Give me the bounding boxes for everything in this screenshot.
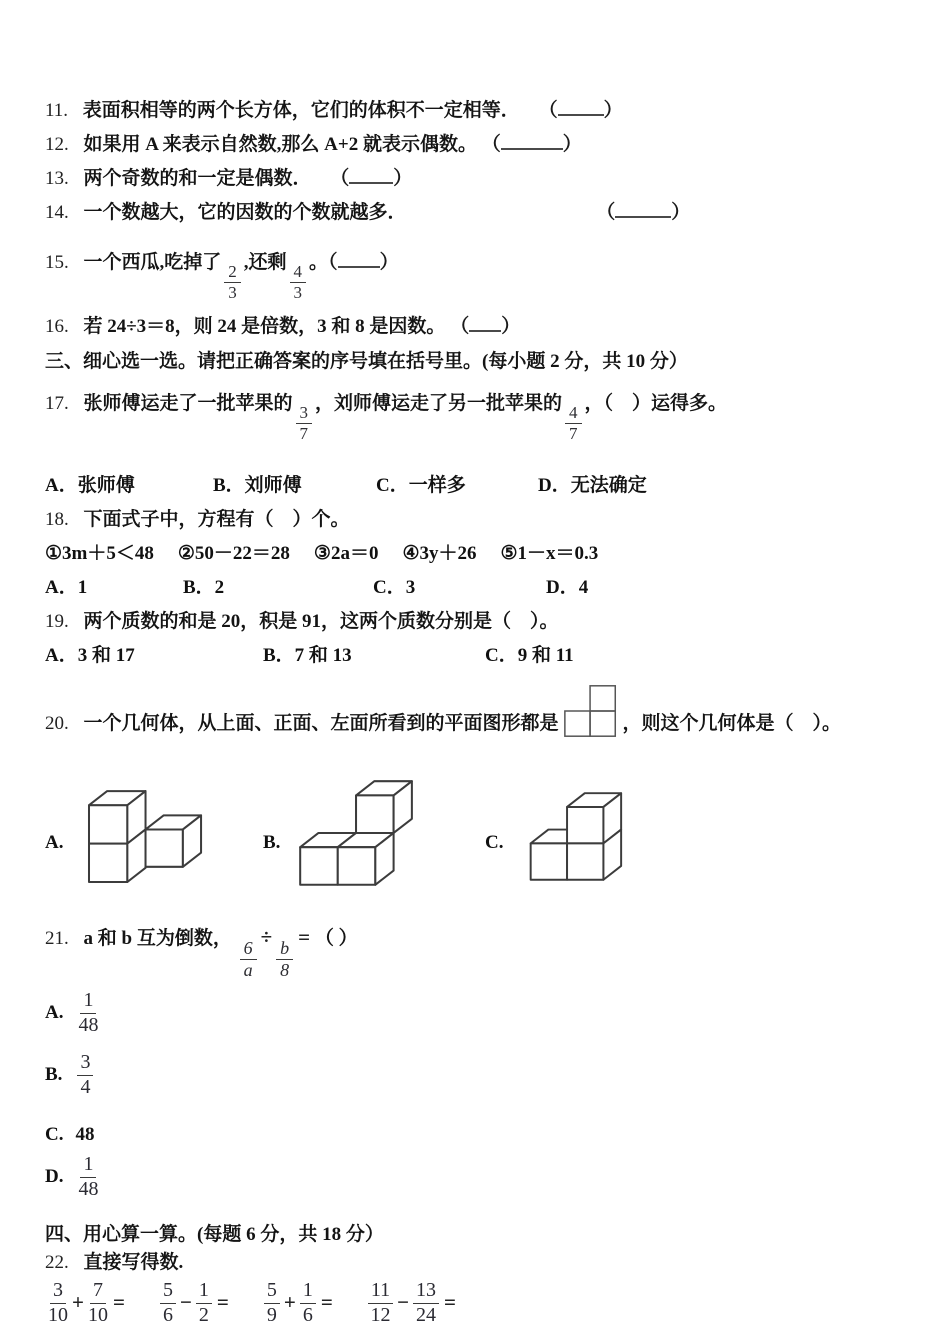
option-b: B．刘师傅: [213, 475, 302, 497]
l-shape-view-figure: [562, 683, 620, 739]
cube-option-c: [485, 782, 629, 886]
blank-close-paren: ）: [562, 134, 582, 155]
option-b-label: B.: [45, 1063, 63, 1085]
blank-open-paren: （: [330, 168, 350, 189]
question-text: 。: [309, 252, 329, 273]
fraction-three-sevenths: $\frac{3}{7}$: [296, 404, 313, 443]
cube-arrangement-b-figure: [288, 778, 420, 890]
question-22: [45, 1252, 920, 1274]
question-text: 一个数越大，它的因数的个数就越多．: [83, 202, 407, 223]
question-19-options: [45, 645, 920, 667]
blank-close-paren: ）: [393, 168, 413, 189]
fraction: $\frac{7}{10}$: [87, 1278, 108, 1326]
question-12: [45, 134, 920, 156]
cube-option-a: [45, 781, 263, 887]
option-d: D．无法确定: [538, 475, 647, 497]
expression-4: ④3y＋26: [402, 543, 477, 565]
blank-open-paren: （: [596, 202, 616, 223]
fraction-four-sevenths: $\frac{4}{7}$: [565, 404, 582, 443]
option-a: A．张师傅: [45, 475, 135, 497]
fraction: $\frac{1}{2}$: [196, 1280, 212, 1326]
blank-close-paren: ）: [671, 202, 691, 223]
question-number: 14.: [45, 202, 69, 223]
question-number: 20.: [45, 713, 69, 735]
fraction-one-over-fortyeight: $\frac{1}{48}$: [78, 1152, 99, 1200]
calc-expression-3: [261, 1280, 333, 1326]
cube-arrangement-a-figure: [71, 781, 213, 887]
minus-operator: −: [397, 1290, 410, 1315]
section-title: 四、用心算一算。(每题 6 分，共 18 分）: [45, 1223, 384, 1245]
option-b: B．7 和 13: [263, 645, 352, 667]
calc-expression-1: [45, 1280, 125, 1326]
answer-blank: [501, 136, 563, 150]
option-d: D．4: [546, 577, 589, 599]
question-18-options: [45, 577, 920, 599]
question-number: 22.: [45, 1251, 69, 1273]
question-number: 11.: [45, 100, 69, 121]
question-11: [45, 100, 920, 122]
section-4-heading: [45, 1224, 920, 1246]
expression-2: ②50－22＝28: [177, 543, 290, 565]
fraction: $\frac{11}{12}$: [368, 1280, 393, 1326]
plus-operator: +: [283, 1290, 296, 1315]
question-22-expressions: [45, 1280, 920, 1326]
question-text: 如果用 A 来表示自然数,那么 A+2 就表示偶数。: [83, 134, 477, 155]
expression-5: ⑤1－x＝0.3: [500, 543, 599, 565]
fraction-b-over-eight: $\frac{b}{8}$: [276, 939, 293, 980]
question-text: ,还剩: [243, 252, 287, 273]
question-text: 下面式子中，方程有（ ）个。: [83, 509, 350, 531]
question-21-option-a: [45, 990, 920, 1036]
question-17-options: [45, 475, 920, 497]
equals-sign: =: [320, 1290, 333, 1315]
question-16: [45, 316, 920, 338]
question-number: 17.: [45, 393, 69, 415]
option-a: A．1: [45, 577, 88, 599]
question-13: [45, 168, 920, 190]
option-c-value: 48: [75, 1123, 95, 1145]
divide-operator: ÷: [260, 925, 273, 950]
question-21-option-b: [45, 1052, 920, 1098]
answer-parens: （ ）: [314, 928, 358, 950]
blank-open-paren: （: [450, 316, 470, 338]
option-a: A．3 和 17: [45, 645, 135, 667]
fraction: $\frac{3}{10}$: [48, 1278, 68, 1326]
fraction: $\frac{13}{24}$: [413, 1280, 439, 1326]
question-20: [45, 683, 920, 752]
fraction: $\frac{5}{6}$: [160, 1280, 176, 1326]
question-19: [45, 611, 920, 633]
option-c-label: C.: [45, 1123, 64, 1145]
blank-close-paren: ）: [603, 100, 623, 121]
calc-expression-2: [157, 1280, 229, 1326]
question-number: 15.: [45, 252, 69, 273]
question-21-option-c: [45, 1124, 920, 1146]
question-text: ，（ ）运得多。: [584, 393, 728, 415]
question-21-option-d: [45, 1154, 920, 1200]
equals-sign: =: [216, 1290, 229, 1315]
question-text: 两个质数的和是 20，积是 91，这两个质数分别是（ ）。: [83, 611, 559, 633]
option-c: C．9 和 11: [485, 645, 574, 667]
option-a-label: A.: [45, 832, 64, 854]
option-c: C．3: [373, 577, 416, 599]
option-c: C．一样多: [376, 475, 466, 497]
question-number: 12.: [45, 134, 69, 155]
question-15: [45, 240, 920, 302]
cube-option-b: [263, 778, 485, 890]
plus-operator: +: [72, 1290, 84, 1315]
fraction-one-over-fortyeight: $\frac{1}{48}$: [78, 988, 99, 1036]
answer-blank: [558, 102, 604, 116]
section-title: 三、细心选一选。请把正确答案的序号填在括号里。(每小题 2 分，共 10 分）: [45, 351, 688, 373]
expression-1: ①3m＋5＜48: [45, 543, 154, 565]
question-text: 若 24÷3＝8，则 24 是倍数，3 和 8 是因数。: [83, 316, 446, 338]
question-number: 19.: [45, 611, 69, 633]
fraction-three-quarters: $\frac{3}{4}$: [77, 1052, 93, 1098]
question-text: a 和 b 互为倒数，: [83, 928, 232, 950]
question-text: ，则这个几何体是（ ）。: [622, 713, 842, 735]
question-17: [45, 381, 920, 443]
fraction: $\frac{1}{6}$: [300, 1280, 316, 1326]
option-c-label: C.: [485, 832, 504, 854]
option-b: B．2: [183, 577, 225, 599]
equals-sign: =: [112, 1290, 125, 1315]
section-3-heading: [45, 351, 920, 373]
question-text: 两个奇数的和一定是偶数．: [83, 168, 312, 189]
expression-3: ③2a＝0: [313, 543, 379, 565]
question-text: 一个西瓜,吃掉了: [83, 252, 222, 273]
question-21: [45, 914, 920, 980]
question-18: [45, 509, 920, 531]
answer-blank: [469, 318, 501, 332]
cube-arrangement-c-figure: [511, 782, 629, 886]
question-number: 13.: [45, 168, 69, 189]
question-text: ，刘师傅运走了另一批苹果的: [315, 393, 563, 415]
blank-close-paren: ）: [379, 252, 399, 273]
answer-blank: [338, 254, 380, 268]
blank-open-paren: （: [328, 252, 338, 273]
question-text: 直接写得数.: [83, 1251, 184, 1273]
question-text: 张师傅运走了一批苹果的: [83, 393, 293, 415]
question-14: [45, 202, 920, 224]
fraction: $\frac{5}{9}$: [264, 1280, 280, 1326]
question-20-options: [45, 778, 920, 890]
answer-blank: [349, 170, 393, 184]
question-number: 18.: [45, 509, 69, 531]
option-b-label: B.: [263, 832, 281, 854]
question-text: 表面积相等的两个长方体，它们的体积不一定相等．: [82, 100, 520, 121]
fraction-six-over-a: $\frac{6}{a}$: [240, 939, 257, 980]
question-number: 16.: [45, 316, 69, 338]
answer-blank: [615, 204, 671, 218]
question-text: 一个几何体，从上面、正面、左面所看到的平面图形都是: [83, 713, 559, 735]
option-a-label: A.: [45, 1001, 64, 1023]
equals-sign: =: [298, 925, 311, 950]
fraction-four-thirds: $\frac{4}{3}$: [290, 263, 307, 302]
question-18-expressions: [45, 543, 920, 565]
option-d-label: D.: [45, 1165, 64, 1187]
question-number: 21.: [45, 928, 69, 950]
minus-operator: −: [179, 1290, 192, 1315]
equals-sign: =: [444, 1290, 457, 1315]
blank-open-paren: （: [538, 100, 558, 121]
fraction-two-thirds: $\frac{2}{3}$: [224, 263, 241, 302]
blank-open-paren: （: [481, 134, 501, 155]
calc-expression-4: [365, 1280, 456, 1326]
blank-close-paren: ）: [501, 316, 521, 338]
